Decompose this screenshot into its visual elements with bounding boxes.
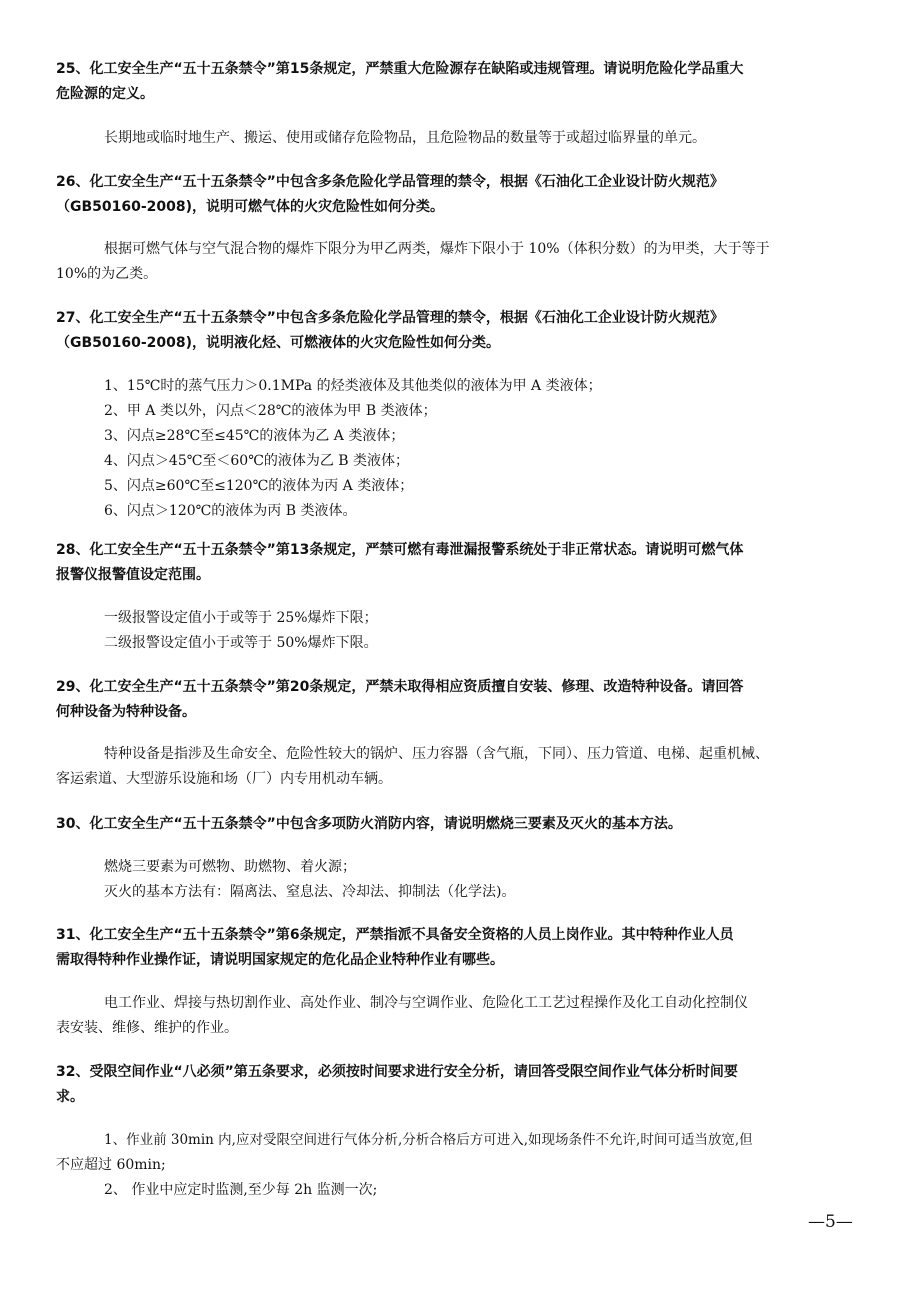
question-29: [56, 675, 876, 725]
answer-line: 4、闪点＞45℃至＜60℃的液体为乙 B 类液体；: [104, 453, 410, 469]
question-line: 27、化工安全生产“五十五条禁令”中包含多条危险化学品管理的禁令，根据《石油化工企业设计防火规范》: [56, 310, 724, 326]
answer-line: 1、作业前 30min 内,应对受限空间进行气体分析,分析合格后方可进入,如现场条件不允许,时间可适当放宽,但: [104, 1132, 753, 1148]
answer-line: 电工作业、焊接与热切割作业、高处作业、制冷与空调作业、危险化工工艺过程操作及化工自动化控制仪: [104, 995, 748, 1011]
answer-line: 二级报警设定值小于或等于 50%爆炸下限。: [104, 635, 378, 651]
question-line: （GB50160-2008)，说明可燃气体的火灾危险性如何分类。: [56, 199, 445, 215]
question-line: 31、化工安全生产“五十五条禁令”第6条规定，严禁指派不具备安全资格的人员上岗作业。其中特种作业人员: [56, 927, 734, 943]
question-27: [56, 306, 876, 356]
answer-27: [104, 374, 864, 524]
question-31: [56, 923, 876, 973]
answer-line: 一级报警设定值小于或等于 25%爆炸下限；: [104, 610, 378, 626]
answer-28: [104, 606, 864, 656]
answer-line: 根据可燃气体与空气混合物的爆炸下限分为甲乙两类，爆炸下限小于 10%（体积分数）的为甲类，大于等于: [104, 241, 770, 257]
answer-line: 2、 作业中应定时监测,至少每 2h 监测一次;: [104, 1182, 378, 1198]
question-line: 报警仪报警值设定范围。: [56, 567, 210, 583]
answer-line: 10%的为乙类。: [56, 266, 158, 282]
answer-29: [56, 742, 876, 792]
question-30: [56, 812, 876, 837]
question-line: （GB50160-2008)，说明液化烃、可燃液体的火灾危险性如何分类。: [56, 335, 501, 351]
answer-line: 长期地或临时地生产、搬运、使用或储存危险物品，且危险物品的数量等于或超过临界量的单元。: [104, 130, 706, 146]
answer-25: [56, 126, 856, 151]
answer-line: 3、闪点≥28℃至≤45℃的液体为乙 A 类液体；: [104, 428, 405, 444]
answer-line: 客运索道、大型游乐设施和场（厂）内专用机动车辆。: [56, 771, 392, 787]
answer-line: 特种设备是指涉及生命安全、危险性较大的锅炉、压力容器（含气瓶，下同）、压力管道、电梯、起重机械、: [104, 746, 769, 762]
question-26: [56, 170, 876, 220]
question-32: [56, 1060, 876, 1110]
question-25: [56, 57, 876, 107]
question-line: 26、化工安全生产“五十五条禁令”中包含多条危险化学品管理的禁令，根据《石油化工企业设计防火规范》: [56, 174, 724, 190]
question-line: 危险源的定义。: [56, 86, 154, 102]
answer-line: 1、15℃时的蒸气压力＞0.1MPa 的烃类液体及其他类似的液体为甲 A 类液体；: [104, 378, 602, 394]
answer-26: [56, 237, 876, 287]
answer-30: [104, 855, 864, 905]
question-line: 29、化工安全生产“五十五条禁令”第20条规定，严禁未取得相应资质擅自安装、修理、改造特种设备。请回答: [56, 679, 744, 695]
answer-line: 燃烧三要素为可燃物、助燃物、着火源；: [104, 859, 356, 875]
answer-31: [56, 991, 876, 1041]
answer-line: 不应超过 60min;: [56, 1157, 166, 1173]
answer-line: 表安装、维修、维护的作业。: [56, 1020, 238, 1036]
question-line: 32、受限空间作业“八必须”第五条要求，必须按时间要求进行安全分析，请回答受限空间作业气体分析时间要: [56, 1064, 738, 1080]
page-number: —5—: [808, 1212, 853, 1232]
answer-line: 灭火的基本方法有：隔离法、窒息法、冷却法、抑制法（化学法)。: [104, 884, 516, 900]
answer-line: 6、闪点＞120℃的液体为丙 B 类液体。: [104, 503, 357, 519]
question-line: 28、化工安全生产“五十五条禁令”第13条规定，严禁可燃有毒泄漏报警系统处于非正常状态。请说明可燃气体: [56, 542, 744, 558]
question-line: 求。: [56, 1089, 84, 1105]
answer-line: 5、闪点≥60℃至≤120℃的液体为丙 A 类液体；: [104, 478, 414, 494]
answer-line: 2、甲 A 类以外，闪点＜28℃的液体为甲 B 类液体；: [104, 403, 437, 419]
question-line: 30、化工安全生产“五十五条禁令”中包含多项防火消防内容，请说明燃烧三要素及灭火的基本方法。: [56, 816, 682, 832]
question-line: 需取得特种作业操作证，请说明国家规定的危化品企业特种作业有哪些。: [56, 952, 504, 968]
question-28: [56, 538, 876, 588]
question-line: 25、化工安全生产“五十五条禁令”第15条规定，严禁重大危险源存在缺陷或违规管理。请说明危险化学品重大: [56, 61, 744, 77]
question-line: 何种设备为特种设备。: [56, 704, 196, 720]
answer-32: [56, 1128, 886, 1203]
